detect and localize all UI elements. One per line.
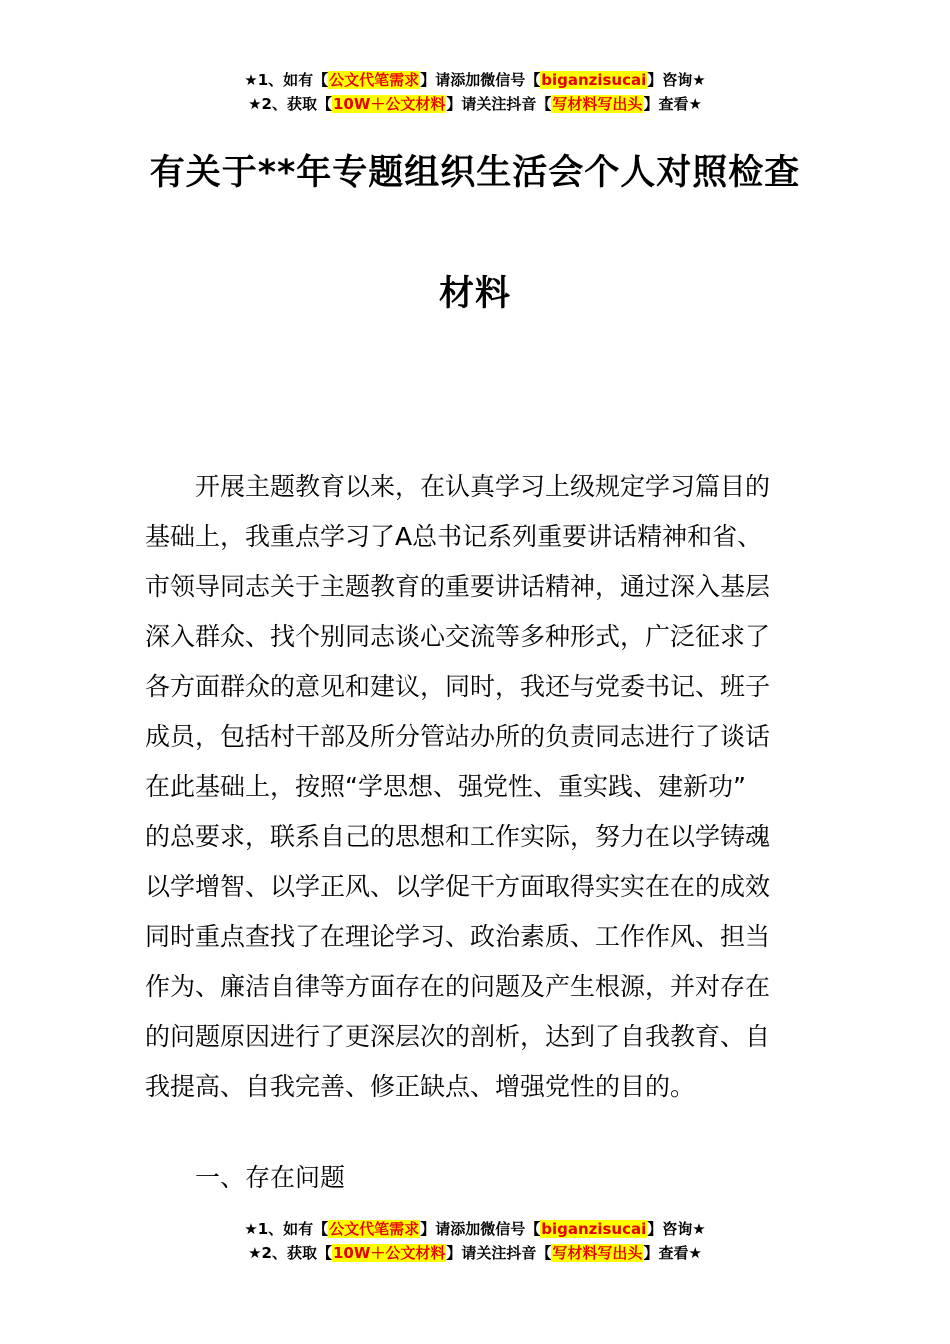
paragraph-line: 的总要求，联系自己的思想和工作实际，努力在以学铸魂 [145,822,771,851]
paragraph-line: 成员，包括村干部及所分管站办所的负责同志进行了谈话 [145,722,771,751]
paragraph-line: 同时重点查找了在理论学习、政治素质、工作作风、担当 [145,922,771,951]
banner-highlight: 公文代笔需求 [329,71,420,89]
document-title-line-1: 有关于**年专题组织生活会个人对照检查 [149,153,801,193]
banner-text: ★2、获取【 [248,1244,332,1262]
banner-text: 】查看★ [643,1244,702,1262]
banner-highlight: biganzisucai [541,71,647,89]
bottom-banner [0,1217,950,1265]
paragraph-line: 作为、廉洁自律等方面存在的问题及产生根源，并对存在 [145,972,771,1001]
banner-line-1 [0,68,950,92]
banner-text: 】查看★ [643,95,702,113]
banner-highlight: biganzisucai [541,1220,647,1238]
paragraph-line: 基础上，我重点学习了A总书记系列重要讲话精神和省、 [145,522,763,551]
banner-line-2 [0,1241,950,1265]
banner-text: 】咨询★ [647,71,706,89]
banner-line-2 [0,92,950,116]
banner-highlight: 写材料写出头 [552,1244,643,1262]
banner-line-1 [0,1217,950,1241]
banner-highlight: 10W＋公文材料 [332,95,446,113]
banner-text: 】请关注抖音【 [446,95,552,113]
paragraph-line: 各方面群众的意见和建议，同时，我还与党委书记、班子 [145,672,771,701]
top-banner [0,68,950,116]
paragraph-line: 我提高、自我完善、修正缺点、增强党性的目的。 [145,1072,696,1101]
banner-text: 】请添加微信号【 [420,71,541,89]
banner-highlight: 10W＋公文材料 [332,1244,446,1262]
paragraph-line: 市领导同志关于主题教育的重要讲话精神，通过深入基层 [145,572,771,601]
banner-text: 】请添加微信号【 [420,1220,541,1238]
paragraph-line: 以学增智、以学正风、以学促干方面取得实实在在的成效 [145,872,771,901]
section-heading: 一、存在问题 [195,1163,346,1192]
paragraph-line: 的问题原因进行了更深层次的剖析，达到了自我教育、自 [145,1022,771,1051]
paragraph-line: 开展主题教育以来，在认真学习上级规定学习篇目的 [145,472,771,501]
banner-highlight: 写材料写出头 [552,95,643,113]
banner-text: ★1、如有【 [244,71,329,89]
paragraph-line: 深入群众、找个别同志谈心交流等多种形式，广泛征求了 [145,622,771,651]
paragraph-line: 在此基础上，按照“学思想、强党性、重实践、建新功” [145,772,746,801]
document-title-line-2: 材料 [438,274,511,314]
banner-text: 】请关注抖音【 [446,1244,552,1262]
banner-highlight: 公文代笔需求 [329,1220,420,1238]
banner-text: ★1、如有【 [244,1220,329,1238]
banner-text: 】咨询★ [647,1220,706,1238]
banner-text: ★2、获取【 [248,95,332,113]
body-paragraph [145,462,810,1112]
